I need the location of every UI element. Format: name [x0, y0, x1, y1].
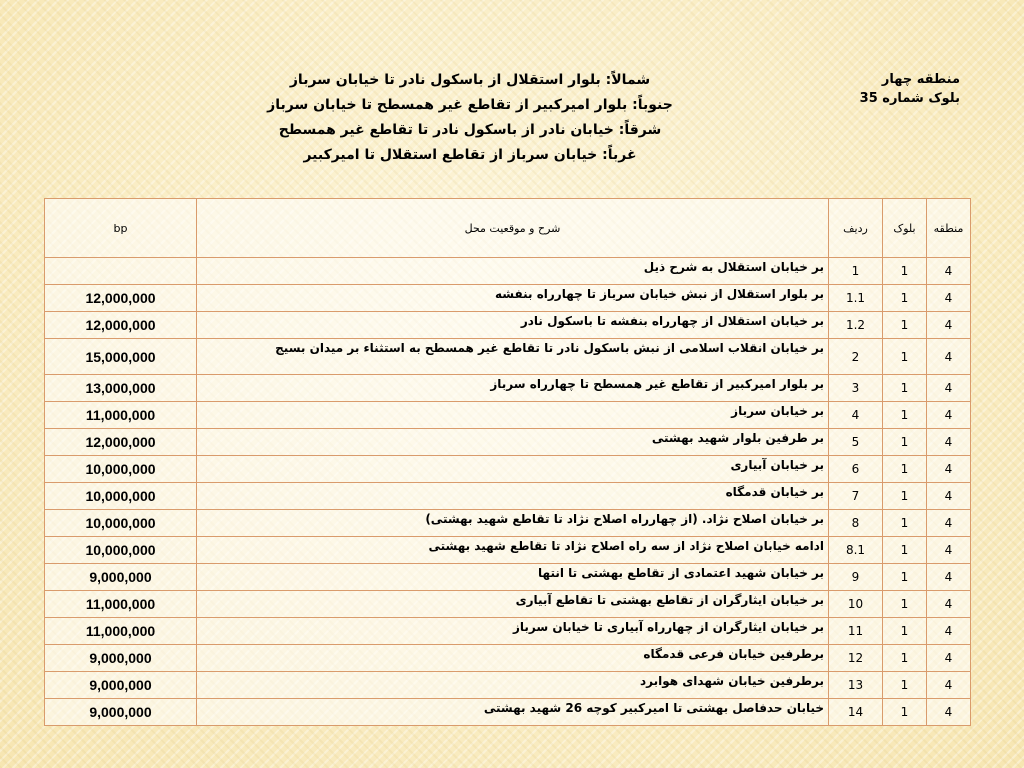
cell-bp [45, 258, 197, 285]
cell-row-number: 1.1 [829, 285, 883, 312]
cell-block: 1 [883, 375, 927, 402]
table-row [45, 312, 971, 339]
table-row [45, 564, 971, 591]
cell-row-number: 14 [829, 699, 883, 726]
block-boundaries [210, 68, 730, 168]
cell-region: 4 [927, 375, 971, 402]
cell-row-number: 5 [829, 429, 883, 456]
cell-description: بر خیابان انقلاب اسلامی از نبش باسکول نادر تا تقاطع غیر همسطح به استثناء بر میدان بسیج [197, 339, 829, 375]
cell-block: 1 [883, 339, 927, 375]
cell-block: 1 [883, 591, 927, 618]
cell-bp: 11,000,000 [45, 591, 197, 618]
cell-bp: 9,000,000 [45, 645, 197, 672]
cell-row-number: 1.2 [829, 312, 883, 339]
table-row [45, 510, 971, 537]
cell-region: 4 [927, 564, 971, 591]
table-row [45, 402, 971, 429]
cell-bp: 11,000,000 [45, 618, 197, 645]
cell-region: 4 [927, 339, 971, 375]
cell-bp: 15,000,000 [45, 339, 197, 375]
cell-block: 1 [883, 312, 927, 339]
cell-region: 4 [927, 483, 971, 510]
cell-row-number: 3 [829, 375, 883, 402]
region-title: منطقه چهار [881, 72, 960, 87]
cell-block: 1 [883, 258, 927, 285]
table-row [45, 375, 971, 402]
cell-block: 1 [883, 510, 927, 537]
table-row [45, 429, 971, 456]
cell-block: 1 [883, 429, 927, 456]
cell-region: 4 [927, 402, 971, 429]
cell-bp: 9,000,000 [45, 564, 197, 591]
cell-bp: 13,000,000 [45, 375, 197, 402]
cell-region: 4 [927, 537, 971, 564]
header-region: منطقه [927, 199, 971, 258]
cell-region: 4 [927, 699, 971, 726]
cell-bp: 10,000,000 [45, 510, 197, 537]
cell-description: بر خیابان آبیاری [197, 456, 829, 483]
cell-row-number: 4 [829, 402, 883, 429]
cell-row-number: 13 [829, 672, 883, 699]
header-description: شرح و موقعیت محل [197, 199, 829, 258]
table-row [45, 672, 971, 699]
table-row [45, 699, 971, 726]
cell-block: 1 [883, 564, 927, 591]
boundary-north: شمالاً: بلوار استقلال از باسکول نادر تا خیابان سرباز [289, 72, 651, 88]
table-row [45, 456, 971, 483]
header-bp: bp [45, 199, 197, 258]
cell-region: 4 [927, 312, 971, 339]
cell-block: 1 [883, 285, 927, 312]
cell-description: برطرفین خیابان فرعی قدمگاه [197, 645, 829, 672]
table-row [45, 645, 971, 672]
boundary-east: شرقاً: خیابان نادر از باسکول نادر تا تقاطع غیر همسطح [278, 122, 662, 138]
table-row [45, 285, 971, 312]
price-table [44, 198, 971, 726]
cell-row-number: 11 [829, 618, 883, 645]
cell-region: 4 [927, 510, 971, 537]
cell-block: 1 [883, 699, 927, 726]
cell-block: 1 [883, 672, 927, 699]
cell-bp: 10,000,000 [45, 456, 197, 483]
table-row [45, 537, 971, 564]
cell-region: 4 [927, 618, 971, 645]
region-block [800, 70, 960, 108]
cell-bp: 12,000,000 [45, 285, 197, 312]
cell-bp: 10,000,000 [45, 537, 197, 564]
cell-region: 4 [927, 429, 971, 456]
table-row [45, 258, 971, 285]
header-block: بلوک [883, 199, 927, 258]
boundary-west: غرباً: خیابان سرباز از تقاطع استقلال تا امیرکبیر [303, 147, 637, 163]
table-row [45, 591, 971, 618]
cell-description: بر طرفین بلوار شهید بهشتی [197, 429, 829, 456]
boundary-south: جنوباً: بلوار امیرکبیر از تقاطع غیر همسطح تا خیابان سرباز [267, 97, 673, 113]
cell-block: 1 [883, 456, 927, 483]
cell-description: ادامه خیابان اصلاح نژاد از سه راه اصلاح نژاد تا تقاطع شهید بهشتی [197, 537, 829, 564]
cell-region: 4 [927, 456, 971, 483]
cell-row-number: 7 [829, 483, 883, 510]
cell-description: خیابان حدفاصل بهشتی تا امیرکبیر کوچه 26 شهید بهشتی [197, 699, 829, 726]
cell-bp: 10,000,000 [45, 483, 197, 510]
cell-description: بر خیابان ایثارگران از تقاطع بهشتی تا تقاطع آبیاری [197, 591, 829, 618]
cell-row-number: 12 [829, 645, 883, 672]
cell-row-number: 10 [829, 591, 883, 618]
cell-region: 4 [927, 285, 971, 312]
block-number: بلوک شماره 35 [859, 91, 960, 106]
cell-region: 4 [927, 258, 971, 285]
table-row [45, 618, 971, 645]
table-row [45, 483, 971, 510]
cell-bp: 11,000,000 [45, 402, 197, 429]
cell-bp: 9,000,000 [45, 672, 197, 699]
cell-block: 1 [883, 483, 927, 510]
cell-block: 1 [883, 537, 927, 564]
cell-description: بر بلوار امیرکبیر از تقاطع غیر همسطح تا چهارراه سرباز [197, 375, 829, 402]
cell-row-number: 8.1 [829, 537, 883, 564]
table-header-row [45, 199, 971, 258]
cell-row-number: 6 [829, 456, 883, 483]
cell-description: بر خیابان قدمگاه [197, 483, 829, 510]
cell-row-number: 8 [829, 510, 883, 537]
cell-bp: 12,000,000 [45, 312, 197, 339]
cell-description: برطرفین خیابان شهدای هوابرد [197, 672, 829, 699]
cell-region: 4 [927, 591, 971, 618]
cell-description: بر خیابان استقلال به شرح ذیل [197, 258, 829, 285]
cell-block: 1 [883, 618, 927, 645]
table-body [45, 258, 971, 726]
cell-description: بر خیابان اصلاح نژاد. (از چهارراه اصلاح نژاد تا تقاطع شهید بهشتی) [197, 510, 829, 537]
cell-row-number: 9 [829, 564, 883, 591]
cell-description: بر خیابان شهید اعتمادی از تقاطع بهشتی تا انتها [197, 564, 829, 591]
cell-block: 1 [883, 645, 927, 672]
cell-description: بر خیابان سرباز [197, 402, 829, 429]
header-row-number: ردیف [829, 199, 883, 258]
cell-bp: 9,000,000 [45, 699, 197, 726]
cell-bp: 12,000,000 [45, 429, 197, 456]
cell-row-number: 1 [829, 258, 883, 285]
cell-description: بر خیابان ایثارگران از چهارراه آبیاری تا خیابان سرباز [197, 618, 829, 645]
cell-region: 4 [927, 672, 971, 699]
cell-description: بر خیابان استقلال از چهارراه بنفشه تا باسکول نادر [197, 312, 829, 339]
cell-block: 1 [883, 402, 927, 429]
table-row [45, 339, 971, 375]
cell-region: 4 [927, 645, 971, 672]
cell-row-number: 2 [829, 339, 883, 375]
cell-description: بر بلوار استقلال از نبش خیابان سرباز تا چهارراه بنفشه [197, 285, 829, 312]
